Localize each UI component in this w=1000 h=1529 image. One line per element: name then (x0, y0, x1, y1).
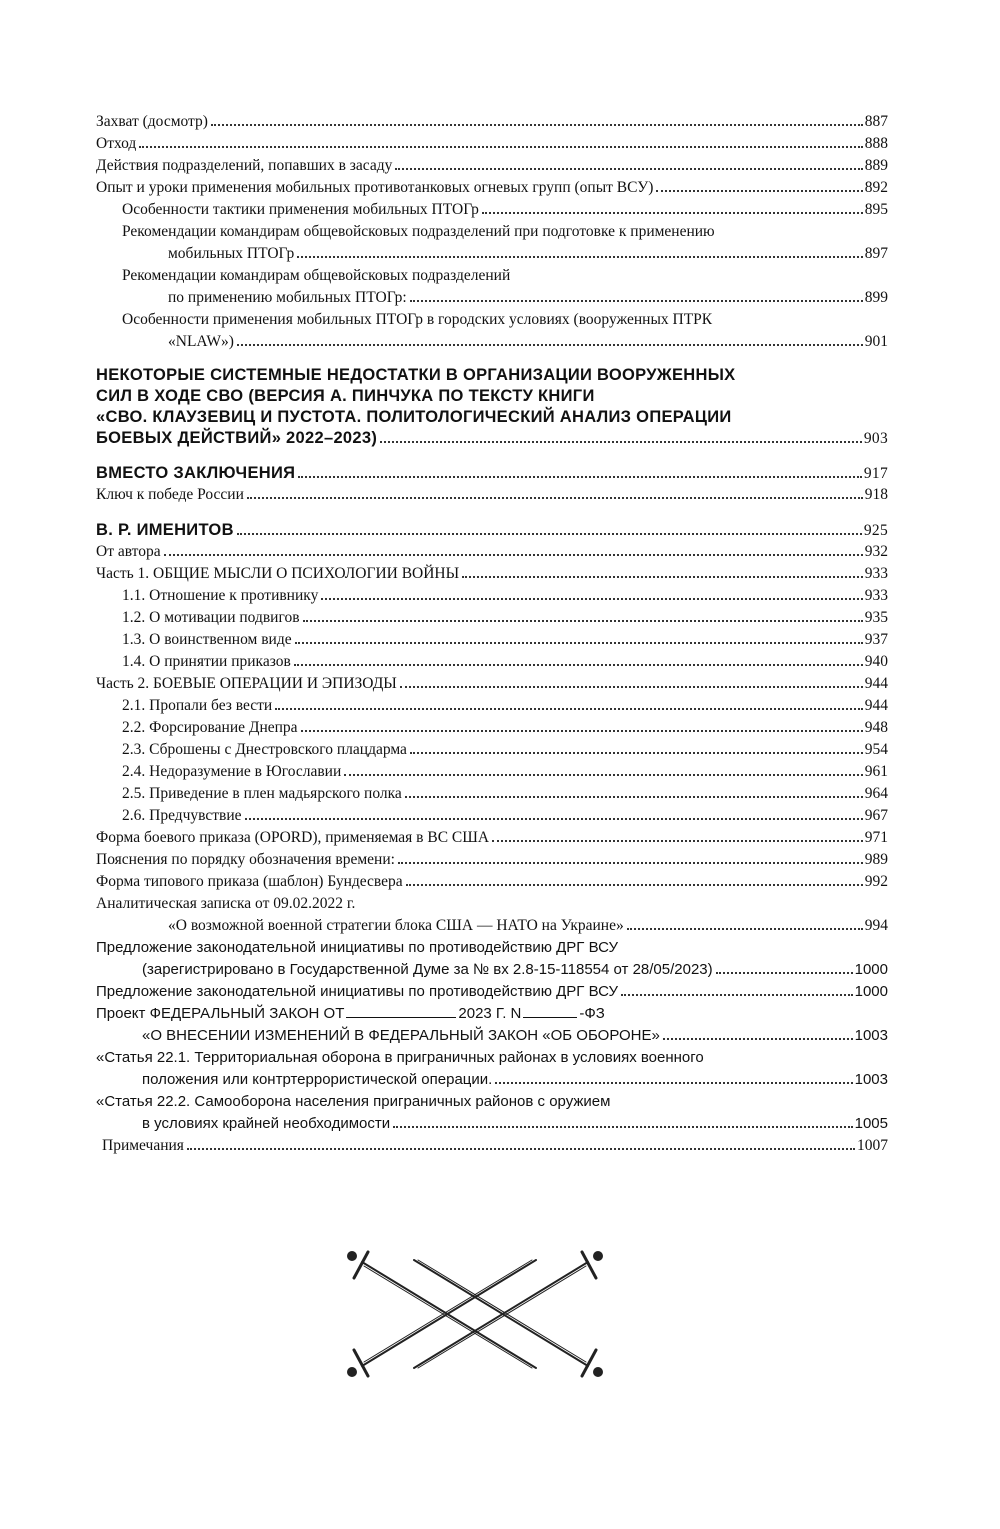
page-number: 892 (864, 179, 888, 196)
dot-leader (410, 300, 863, 302)
toc-entry (96, 783, 888, 805)
dot-leader (405, 796, 863, 798)
entry-title-line: по применению мобильных ПТОГр: (168, 289, 407, 306)
sword-pommel (594, 1252, 602, 1260)
dot-leader (295, 642, 863, 644)
entry-title-line: Аналитическая записка от 09.02.2022 г. (96, 895, 356, 912)
page-number: 925 (863, 522, 888, 539)
toc-entry (96, 695, 888, 717)
crossed-swords-icon (340, 1244, 610, 1384)
toc-entry (96, 629, 888, 651)
section-title: В. Р. ИМЕНИТОВ (96, 521, 234, 539)
dot-leader (297, 256, 862, 258)
dot-leader (716, 972, 853, 974)
dot-leader (380, 441, 862, 443)
toc-entry (96, 111, 888, 133)
page-number: 994 (864, 917, 888, 934)
toc-entry (96, 1135, 888, 1157)
entry-title-line: (зарегистрировано в Государственной Думе за № вх 2.8-15-118554 от 28/05/2023) (142, 961, 713, 978)
dot-leader (656, 190, 862, 192)
toc-entry (96, 199, 888, 221)
page-number: 887 (864, 113, 888, 130)
entry-title-line: «Статья 22.1. Территориальная оборона в приграничных районах в условиях военного (96, 1049, 704, 1066)
page-number: 888 (864, 135, 888, 152)
sword-blade (414, 1260, 588, 1366)
dot-leader (663, 1038, 853, 1040)
sword-pommel (348, 1368, 356, 1376)
page-number: 948 (864, 719, 888, 736)
entry-title: Форма боевого приказа (OPORD), применяемая в ВС США (96, 829, 490, 846)
toc-entry (96, 717, 888, 739)
toc-entry (96, 309, 888, 353)
page-number: 932 (864, 543, 888, 560)
page-number: 903 (863, 430, 888, 447)
section-title-line: БОЕВЫХ ДЕЙСТВИЙ» 2022–2023) (96, 429, 378, 447)
entry-title: Захват (досмотр) (96, 113, 208, 130)
page-number: 940 (864, 653, 888, 670)
toc-entry (96, 1003, 888, 1047)
toc-section-heading (96, 365, 888, 449)
dot-leader (237, 533, 862, 535)
page-number: 889 (864, 157, 888, 174)
dot-leader (211, 124, 863, 126)
toc-entry (96, 981, 888, 1003)
entry-title: Действия подразделений, попавших в засаду (96, 157, 393, 174)
toc-entry (96, 937, 888, 981)
toc-entry (96, 541, 888, 563)
entry-title: 2.3. Сброшены с Днестровского плацдарма (122, 741, 407, 758)
page-number: 1003 (854, 1071, 888, 1088)
entry-title-line: мобильных ПТОГр (168, 245, 295, 262)
blank-line (523, 1017, 577, 1018)
entry-title-line: в условиях крайней необходимости (142, 1115, 391, 1132)
entry-title-line: «Статья 22.2. Самооборона населения приграничных районов с оружием (96, 1093, 611, 1110)
dot-leader (164, 554, 863, 556)
entry-title: Пояснения по порядку обозначения времени: (96, 851, 395, 868)
sword-pommel (594, 1368, 602, 1376)
page-number: 1000 (854, 961, 888, 978)
entry-title: 2.1. Пропали без вести (122, 697, 273, 714)
toc-entry (96, 651, 888, 673)
toc-entry (96, 1047, 888, 1091)
entry-title-part: Проект (96, 1005, 146, 1022)
entry-title-part: 2023 Г. N (458, 1005, 522, 1022)
toc-entry (96, 484, 888, 506)
dot-leader (462, 576, 863, 578)
entry-title: 2.2. Форсирование Днепра (122, 719, 298, 736)
dot-leader (237, 344, 863, 346)
dot-leader (321, 598, 862, 600)
dot-leader (627, 928, 863, 930)
table-of-contents (96, 111, 888, 1157)
dot-leader (395, 168, 862, 170)
toc-entry (96, 155, 888, 177)
toc-entry (96, 133, 888, 155)
entry-title-line: «О возможной военной стратегии блока США — НАТО на Украине» (168, 917, 624, 934)
toc-entry (96, 1091, 888, 1135)
page-number: 971 (864, 829, 888, 846)
page-number: 937 (864, 631, 888, 648)
entry-title: 1.1. Отношение к противнику (122, 587, 319, 604)
section-title-line: «СВО. КЛАУЗЕВИЦ И ПУСТОТА. ПОЛИТОЛОГИЧЕСКИЙ АНАЛИЗ ОПЕРАЦИИ (96, 408, 732, 426)
page-number: 961 (864, 763, 888, 780)
toc-entry (96, 849, 888, 871)
dot-leader (344, 774, 862, 776)
page-number: 933 (864, 587, 888, 604)
page-number: 967 (864, 807, 888, 824)
page-number: 901 (864, 333, 888, 350)
page-number: 895 (864, 201, 888, 218)
dot-leader (406, 884, 863, 886)
section-title-line: НЕКОТОРЫЕ СИСТЕМНЫЕ НЕДОСТАТКИ В ОРГАНИЗАЦИИ ВООРУЖЕННЫХ (96, 366, 736, 384)
entry-title-line: Предложение законодательной инициативы по противодействию ДРГ ВСУ (96, 939, 618, 956)
dot-leader (400, 686, 863, 688)
entry-title-part: -ФЗ (579, 1005, 605, 1022)
toc-entry (96, 177, 888, 199)
dot-leader (247, 497, 863, 499)
dot-leader (492, 840, 863, 842)
entry-title-line (96, 1003, 888, 1025)
toc-entry (96, 221, 888, 265)
dot-leader (398, 862, 863, 864)
page-number: 1007 (857, 1137, 888, 1154)
dot-leader (275, 708, 863, 710)
toc-section-heading (96, 463, 888, 484)
entry-title-line: «О ВНЕСЕНИИ ИЗМЕНЕНИЙ В ФЕДЕРАЛЬНЫЙ ЗАКОН «ОБ ОБОРОНЕ» (142, 1027, 660, 1044)
page-number: 989 (864, 851, 888, 868)
toc-entry (96, 827, 888, 849)
entry-title: Ключ к победе России (96, 486, 244, 503)
entry-title-part: ФЕДЕРАЛЬНЫЙ ЗАКОН ОТ (149, 1005, 345, 1022)
entry-title: 2.4. Недоразумение в Югославии (122, 763, 342, 780)
entry-title-line: Особенности применения мобильных ПТОГр в городских условиях (вооруженных ПТРК (122, 311, 713, 328)
entry-title: Отход (96, 135, 137, 152)
toc-entry (96, 563, 888, 585)
page-number: 918 (864, 486, 888, 503)
toc-entry (96, 805, 888, 827)
entry-title-line: Рекомендации командирам общевойсковых подразделений при подготовке к применению (122, 223, 715, 240)
dot-leader (303, 620, 863, 622)
entry-title: 1.3. О воинственном виде (122, 631, 292, 648)
entry-title: Предложение законодательной инициативы по противодействию ДРГ ВСУ (96, 983, 618, 1000)
page-number: 899 (864, 289, 888, 306)
entry-title: 2.6. Предчувствие (122, 807, 242, 824)
toc-entry (96, 607, 888, 629)
entry-title-line: положения или контртеррористической операции. (142, 1071, 493, 1088)
entry-title: Опыт и уроки применения мобильных противотанковых огневых групп (опыт ВСУ) (96, 179, 654, 196)
dot-leader (482, 212, 863, 214)
page-number: 933 (864, 565, 888, 582)
toc-entry (96, 761, 888, 783)
toc-entry (96, 265, 888, 309)
dot-leader (139, 146, 862, 148)
entry-title: 2.5. Приведение в плен мадьярского полка (122, 785, 402, 802)
toc-entry (96, 871, 888, 893)
page-number: 992 (864, 873, 888, 890)
page-number: 1000 (854, 983, 888, 1000)
sword-blade (414, 1262, 588, 1368)
page-number: 1005 (854, 1115, 888, 1132)
sword-blade (362, 1260, 536, 1366)
toc-section-heading (96, 520, 888, 541)
entry-title: Особенности тактики применения мобильных ПТОГр (122, 201, 479, 218)
dot-leader (410, 752, 863, 754)
dot-leader (245, 818, 863, 820)
page-number: 944 (864, 697, 888, 714)
page-number: 935 (864, 609, 888, 626)
toc-entry (96, 585, 888, 607)
page-number: 964 (864, 785, 888, 802)
entry-title-line: Рекомендации командирам общевойсковых подразделений (122, 267, 511, 284)
dot-leader (301, 730, 863, 732)
entry-title: От автора (96, 543, 161, 560)
dot-leader (294, 664, 863, 666)
toc-entry (96, 739, 888, 761)
entry-title: Форма типового приказа (шаблон) Бундесвера (96, 873, 403, 890)
page-number: 944 (864, 675, 888, 692)
page-number: 954 (864, 741, 888, 758)
sword-pommel (348, 1252, 356, 1260)
dot-leader (393, 1126, 853, 1128)
page-number: 1003 (854, 1027, 888, 1044)
toc-entry (96, 893, 888, 937)
section-title-line: СИЛ В ХОДЕ СВО (ВЕРСИЯ А. ПИНЧУКА ПО ТЕКСТУ КНИГИ (96, 387, 595, 405)
entry-title: 1.2. О мотивации подвигов (122, 609, 300, 626)
entry-title-line: «NLAW») (168, 333, 234, 350)
toc-entry (96, 673, 888, 695)
entry-title: 1.4. О принятии приказов (122, 653, 291, 670)
section-title: ВМЕСТО ЗАКЛЮЧЕНИЯ (96, 464, 296, 482)
entry-title: Часть 2. БОЕВЫЕ ОПЕРАЦИИ И ЭПИЗОДЫ (96, 675, 397, 692)
entry-title: Примечания (102, 1137, 184, 1154)
entry-title: Часть 1. ОБЩИЕ МЫСЛИ О ПСИХОЛОГИИ ВОЙНЫ (96, 565, 460, 582)
dot-leader (621, 994, 853, 996)
blank-line (346, 1017, 456, 1018)
page-number: 917 (863, 465, 888, 482)
page-number: 897 (864, 245, 888, 262)
dot-leader (495, 1082, 852, 1084)
sword-blade (362, 1262, 536, 1368)
dot-leader (298, 476, 862, 478)
dot-leader (187, 1148, 855, 1150)
